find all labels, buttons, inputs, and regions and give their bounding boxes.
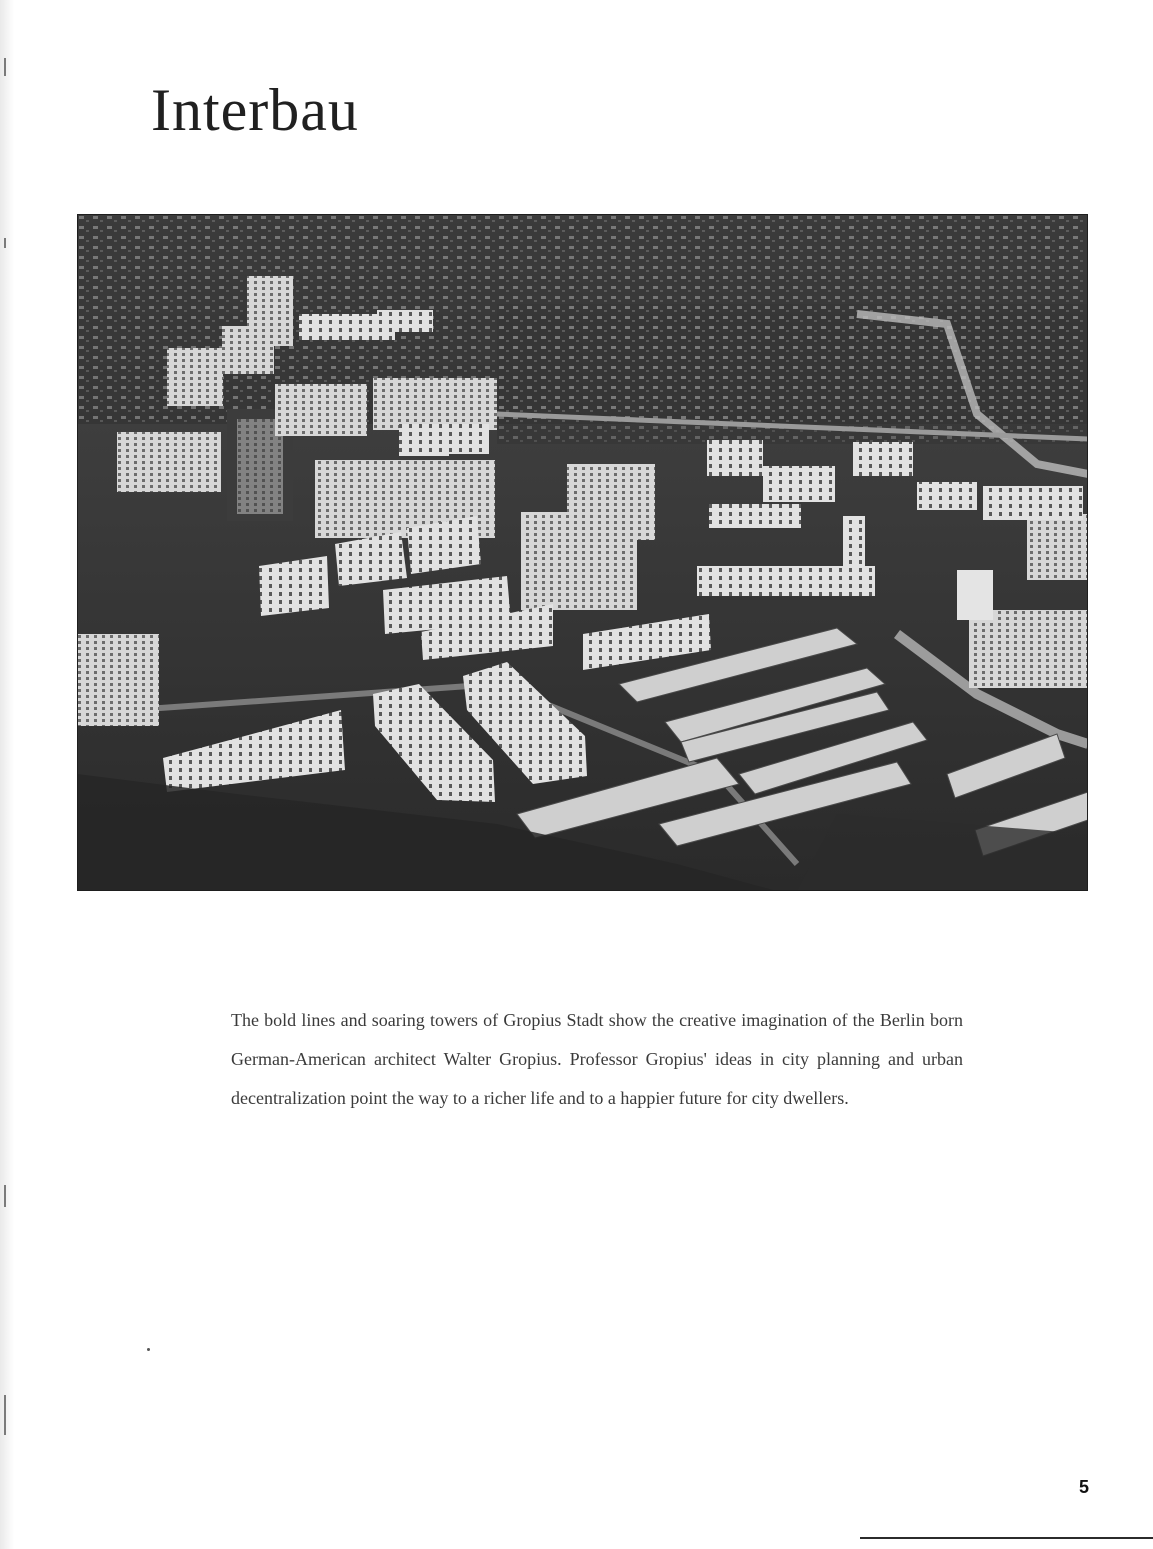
scan-edge-mark [4, 238, 6, 248]
page-number: 5 [1079, 1477, 1090, 1497]
scan-edge-mark [4, 58, 6, 76]
aerial-photo [77, 214, 1088, 891]
photo-caption: The bold lines and soaring towers of Gropius Stadt show the creative imagination of the Berlin born German-American architect Walter Gropius. Professor Gropius' ideas in city planning and urban decentralization point the way to a richer life and to a happier future for city dwellers. [231, 1010, 963, 1108]
bottom-rule [860, 1537, 1153, 1539]
scan-speck [147, 1348, 150, 1351]
scan-edge-mark [4, 1395, 6, 1435]
page-scan-edge [0, 0, 14, 1549]
scan-edge-mark [4, 1185, 6, 1207]
page-title: Interbau [151, 77, 359, 143]
